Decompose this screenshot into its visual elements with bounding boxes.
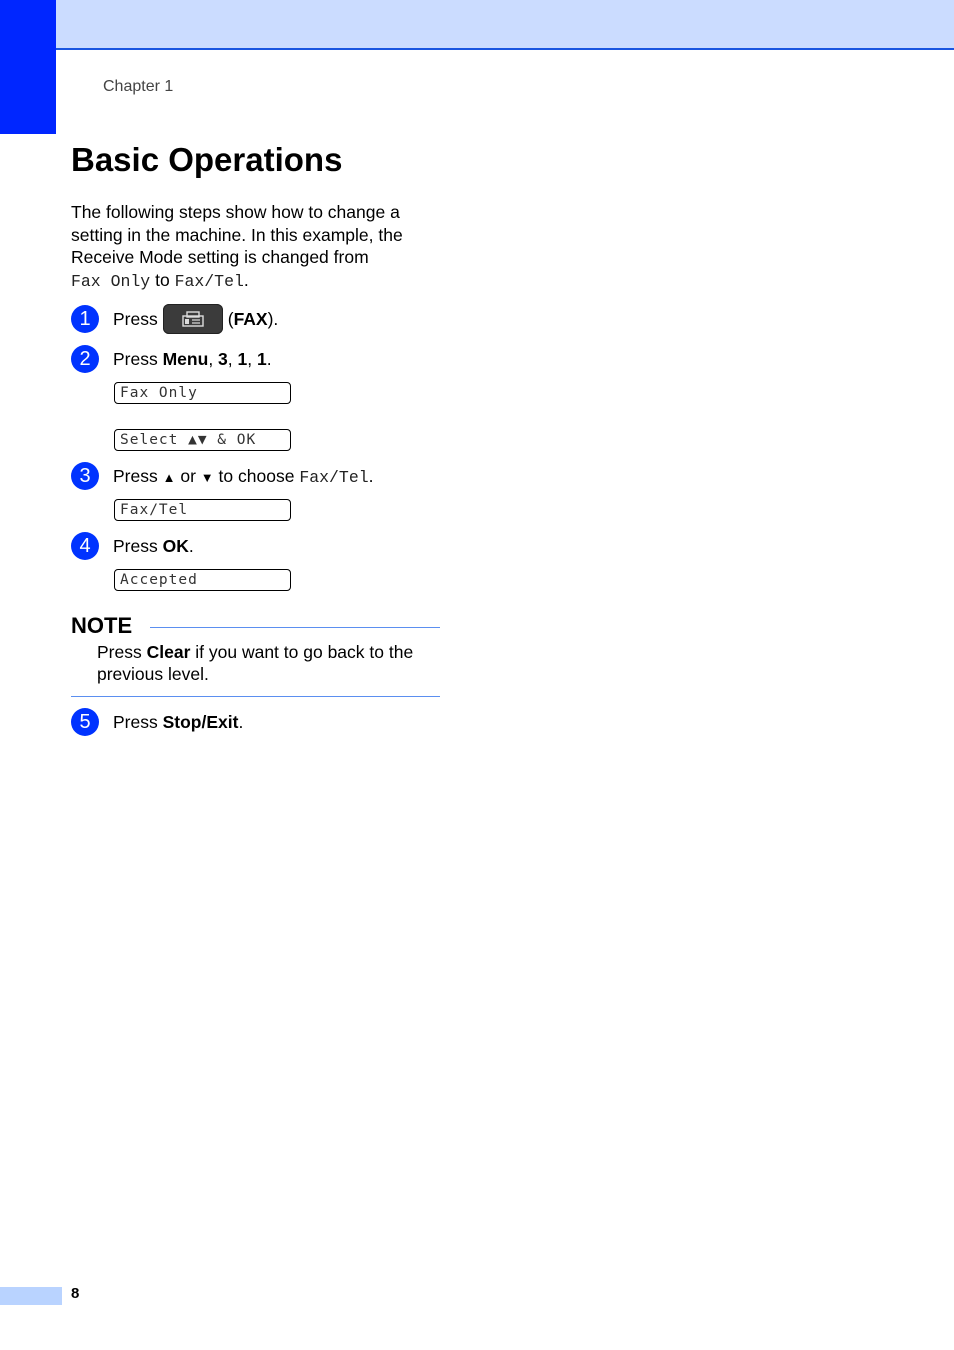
footer-bar <box>0 1287 62 1305</box>
note-body: Press Clear if you want to go back to the previous level. <box>97 642 414 684</box>
step-text: Press <box>113 348 158 369</box>
intro-from-value: Fax Only <box>71 271 151 291</box>
page-title: Basic Operations <box>71 141 343 178</box>
page-number: 8 <box>71 1285 80 1302</box>
intro-paragraph: The following steps show how to change a setting in the machine. In this example, the Receive Mode setting is changed from Fax Only to Fax/Tel. <box>71 202 403 291</box>
lcd-screen-fax-only: Fax Only <box>114 382 291 404</box>
down-arrow-icon: ▼ <box>200 469 214 485</box>
intro-text: The following steps show how to change a setting in the machine. In this example, the Receive Mode setting is changed from <box>71 202 403 267</box>
step-text: Press <box>113 535 158 556</box>
fax-machine-icon <box>182 311 204 327</box>
note-divider-bottom <box>71 696 440 697</box>
step-text: Press <box>113 465 158 486</box>
chapter-label: Chapter 1 <box>103 78 174 95</box>
intro-to-value: Fax/Tel <box>174 271 244 291</box>
step-number: 2 <box>71 345 99 373</box>
fax-key-button[interactable] <box>163 304 223 334</box>
key-3: 3 <box>218 348 228 369</box>
step-3: 3 Press ▲ or ▼ to choose Fax/Tel. <box>71 462 374 490</box>
step-text: Press <box>113 711 158 732</box>
ok-key: OK <box>162 535 189 556</box>
step-5: 5 Press Stop/Exit. <box>71 708 243 736</box>
note-heading: NOTE <box>71 613 133 638</box>
step-number: 5 <box>71 708 99 736</box>
step-text: Press <box>113 308 158 329</box>
chapter-tab <box>0 0 56 134</box>
note-divider-top <box>150 627 440 628</box>
lcd-screen-fax-tel: Fax/Tel <box>114 499 291 521</box>
up-arrow-icon: ▲ <box>162 469 176 485</box>
key-1-second: 1 <box>256 348 267 369</box>
key-1: 1 <box>237 348 248 369</box>
header-band <box>56 0 954 50</box>
step-number: 1 <box>71 305 99 333</box>
stop-exit-key: Stop/Exit <box>162 711 239 732</box>
step-2: 2 Press Menu, 3, 1, 1. <box>71 345 272 373</box>
choose-value: Fax/Tel <box>299 467 369 487</box>
fax-key-label: FAX <box>233 308 268 329</box>
intro-to-word: to <box>155 269 170 290</box>
step-number: 3 <box>71 462 99 490</box>
menu-key: Menu <box>162 348 209 369</box>
clear-key: Clear <box>146 642 191 662</box>
step-1: 1 Press (FAX). <box>71 304 278 334</box>
lcd-screen-select: Select ▲▼ & OK <box>114 429 291 451</box>
step-number: 4 <box>71 532 99 560</box>
step-4: 4 Press OK. <box>71 532 194 560</box>
lcd-screen-accepted: Accepted <box>114 569 291 591</box>
